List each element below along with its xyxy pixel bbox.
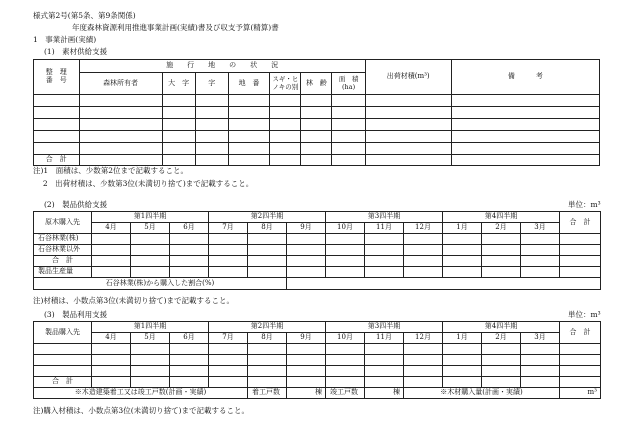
- col-oaza: 大 字: [162, 73, 195, 95]
- subsection-1-heading: (1) 素材供給支援: [44, 47, 108, 56]
- table-row: [34, 107, 600, 119]
- q4-header: 第4四半期: [443, 212, 560, 223]
- subsection-2-heading: (2) 製品供給支援: [44, 200, 108, 209]
- month-7: 7月: [209, 223, 248, 234]
- table-row: [34, 267, 601, 278]
- month-11: 11月: [365, 333, 404, 344]
- shunko-unit: 棟: [365, 388, 404, 399]
- month-11: 11月: [365, 223, 404, 234]
- product-supply-table: [33, 211, 601, 290]
- unit-2: 単位：m³: [568, 200, 601, 209]
- chakko-unit: 棟: [287, 388, 326, 399]
- month-12: 12月: [404, 333, 443, 344]
- q2-header: 第2四半期: [209, 212, 326, 223]
- month-2: 2月: [482, 333, 521, 344]
- table-row: [34, 366, 601, 377]
- note-1a: 注)1 面積は、少数第2位まで記載すること。: [33, 166, 188, 175]
- subsection-3-heading: (3) 製品利用支援: [44, 310, 108, 319]
- table-row: [34, 143, 600, 155]
- unit-3: 単位：m³: [568, 310, 601, 319]
- col-owner: 森林所有者: [79, 73, 162, 95]
- shunko-label: 竣工戸数: [326, 388, 365, 399]
- material-supply-table: [33, 59, 600, 166]
- q1-header: 第1四半期: [92, 322, 209, 333]
- section-1-heading: 1 事業計画(実績): [33, 35, 97, 44]
- month-3: 3月: [521, 333, 560, 344]
- total-row: [34, 155, 600, 166]
- q4-header: 第4四半期: [443, 322, 560, 333]
- document-title: 年度森林資源利用推進事業計画(実績)書及び収支予算(精算)書: [72, 23, 279, 32]
- month-9: 9月: [287, 333, 326, 344]
- col-area: 面 積 (ha): [332, 73, 365, 95]
- month-8: 8月: [248, 223, 287, 234]
- col-species: スギ・ヒ ノキの別: [270, 73, 301, 95]
- wood-purchase-label: ※木材購入量(計画・実績): [404, 388, 560, 399]
- table-row: [34, 344, 601, 355]
- total-header: 合 計: [560, 212, 601, 234]
- month-6: 6月: [170, 223, 209, 234]
- month-6: 6月: [170, 333, 209, 344]
- row-label: 石谷林業以外: [34, 245, 92, 256]
- q1-header: 第1四半期: [92, 212, 209, 223]
- q3-header: 第3四半期: [326, 322, 443, 333]
- month-5: 5月: [131, 223, 170, 234]
- col-age: 林 齢: [301, 73, 332, 95]
- total-label: 合 計: [34, 155, 80, 166]
- month-4: 4月: [92, 333, 131, 344]
- ratio-label: 石谷林業(株)から購入した割合(%): [34, 278, 287, 290]
- col-aza: 字: [195, 73, 228, 95]
- table-row: [34, 131, 600, 143]
- month-10: 10月: [326, 223, 365, 234]
- chakko-label: 着工戸数: [248, 388, 287, 399]
- table-row: [34, 245, 601, 256]
- month-1: 1月: [443, 223, 482, 234]
- ratio-row: [34, 278, 601, 290]
- seihin-header: 製品購入先: [34, 322, 92, 344]
- q2-header: 第2四半期: [209, 322, 326, 333]
- month-5: 5月: [131, 333, 170, 344]
- month-2: 2月: [482, 223, 521, 234]
- month-3: 3月: [521, 223, 560, 234]
- shukka-header: 出荷材積(m³): [365, 60, 451, 95]
- month-7: 7月: [209, 333, 248, 344]
- month-10: 10月: [326, 333, 365, 344]
- total-header: 合 計: [560, 322, 601, 344]
- total-label: 合 計: [34, 377, 92, 388]
- wood-purchase-unit: m³: [560, 388, 601, 399]
- table-row: [34, 95, 600, 107]
- month-4: 4月: [92, 223, 131, 234]
- row-label: 合 計: [34, 256, 92, 267]
- month-8: 8月: [248, 333, 287, 344]
- month-12: 12月: [404, 223, 443, 234]
- row-label: 製品生産量: [34, 267, 92, 278]
- note-3: 注)購入材積は、小数点第3位(未満切り捨て)まで記載すること。: [33, 406, 250, 415]
- row-label: 石谷林業(株): [34, 234, 92, 245]
- table-row: [34, 256, 601, 267]
- form-number: 様式第2号(第5条、第9条関係): [33, 11, 136, 20]
- shikochi-header: 施 行 地 の 状 況: [79, 60, 365, 73]
- table-row: [34, 355, 601, 366]
- genboku-header: 原木購入先: [34, 212, 92, 234]
- col-chiban: 地 番: [228, 73, 269, 95]
- table-row: [34, 234, 601, 245]
- footer-row: [34, 388, 601, 399]
- note-2: 注)材積は、小数点第3位(未満切り捨て)まで記載すること。: [33, 296, 235, 305]
- construction-count-label: ※木造建築着工又は竣工戸数(計画・実績): [34, 388, 248, 399]
- seiri-bango-header: 整 理 番 号: [34, 60, 80, 95]
- table-row: [34, 119, 600, 131]
- total-row: [34, 377, 601, 388]
- month-9: 9月: [287, 223, 326, 234]
- biko-header: 備 考: [451, 60, 599, 95]
- month-1: 1月: [443, 333, 482, 344]
- q3-header: 第3四半期: [326, 212, 443, 223]
- note-1b: 2 出荷材積は、少数第3位(未満切り捨て)まで記載すること。: [33, 179, 254, 188]
- product-usage-table: [33, 321, 601, 399]
